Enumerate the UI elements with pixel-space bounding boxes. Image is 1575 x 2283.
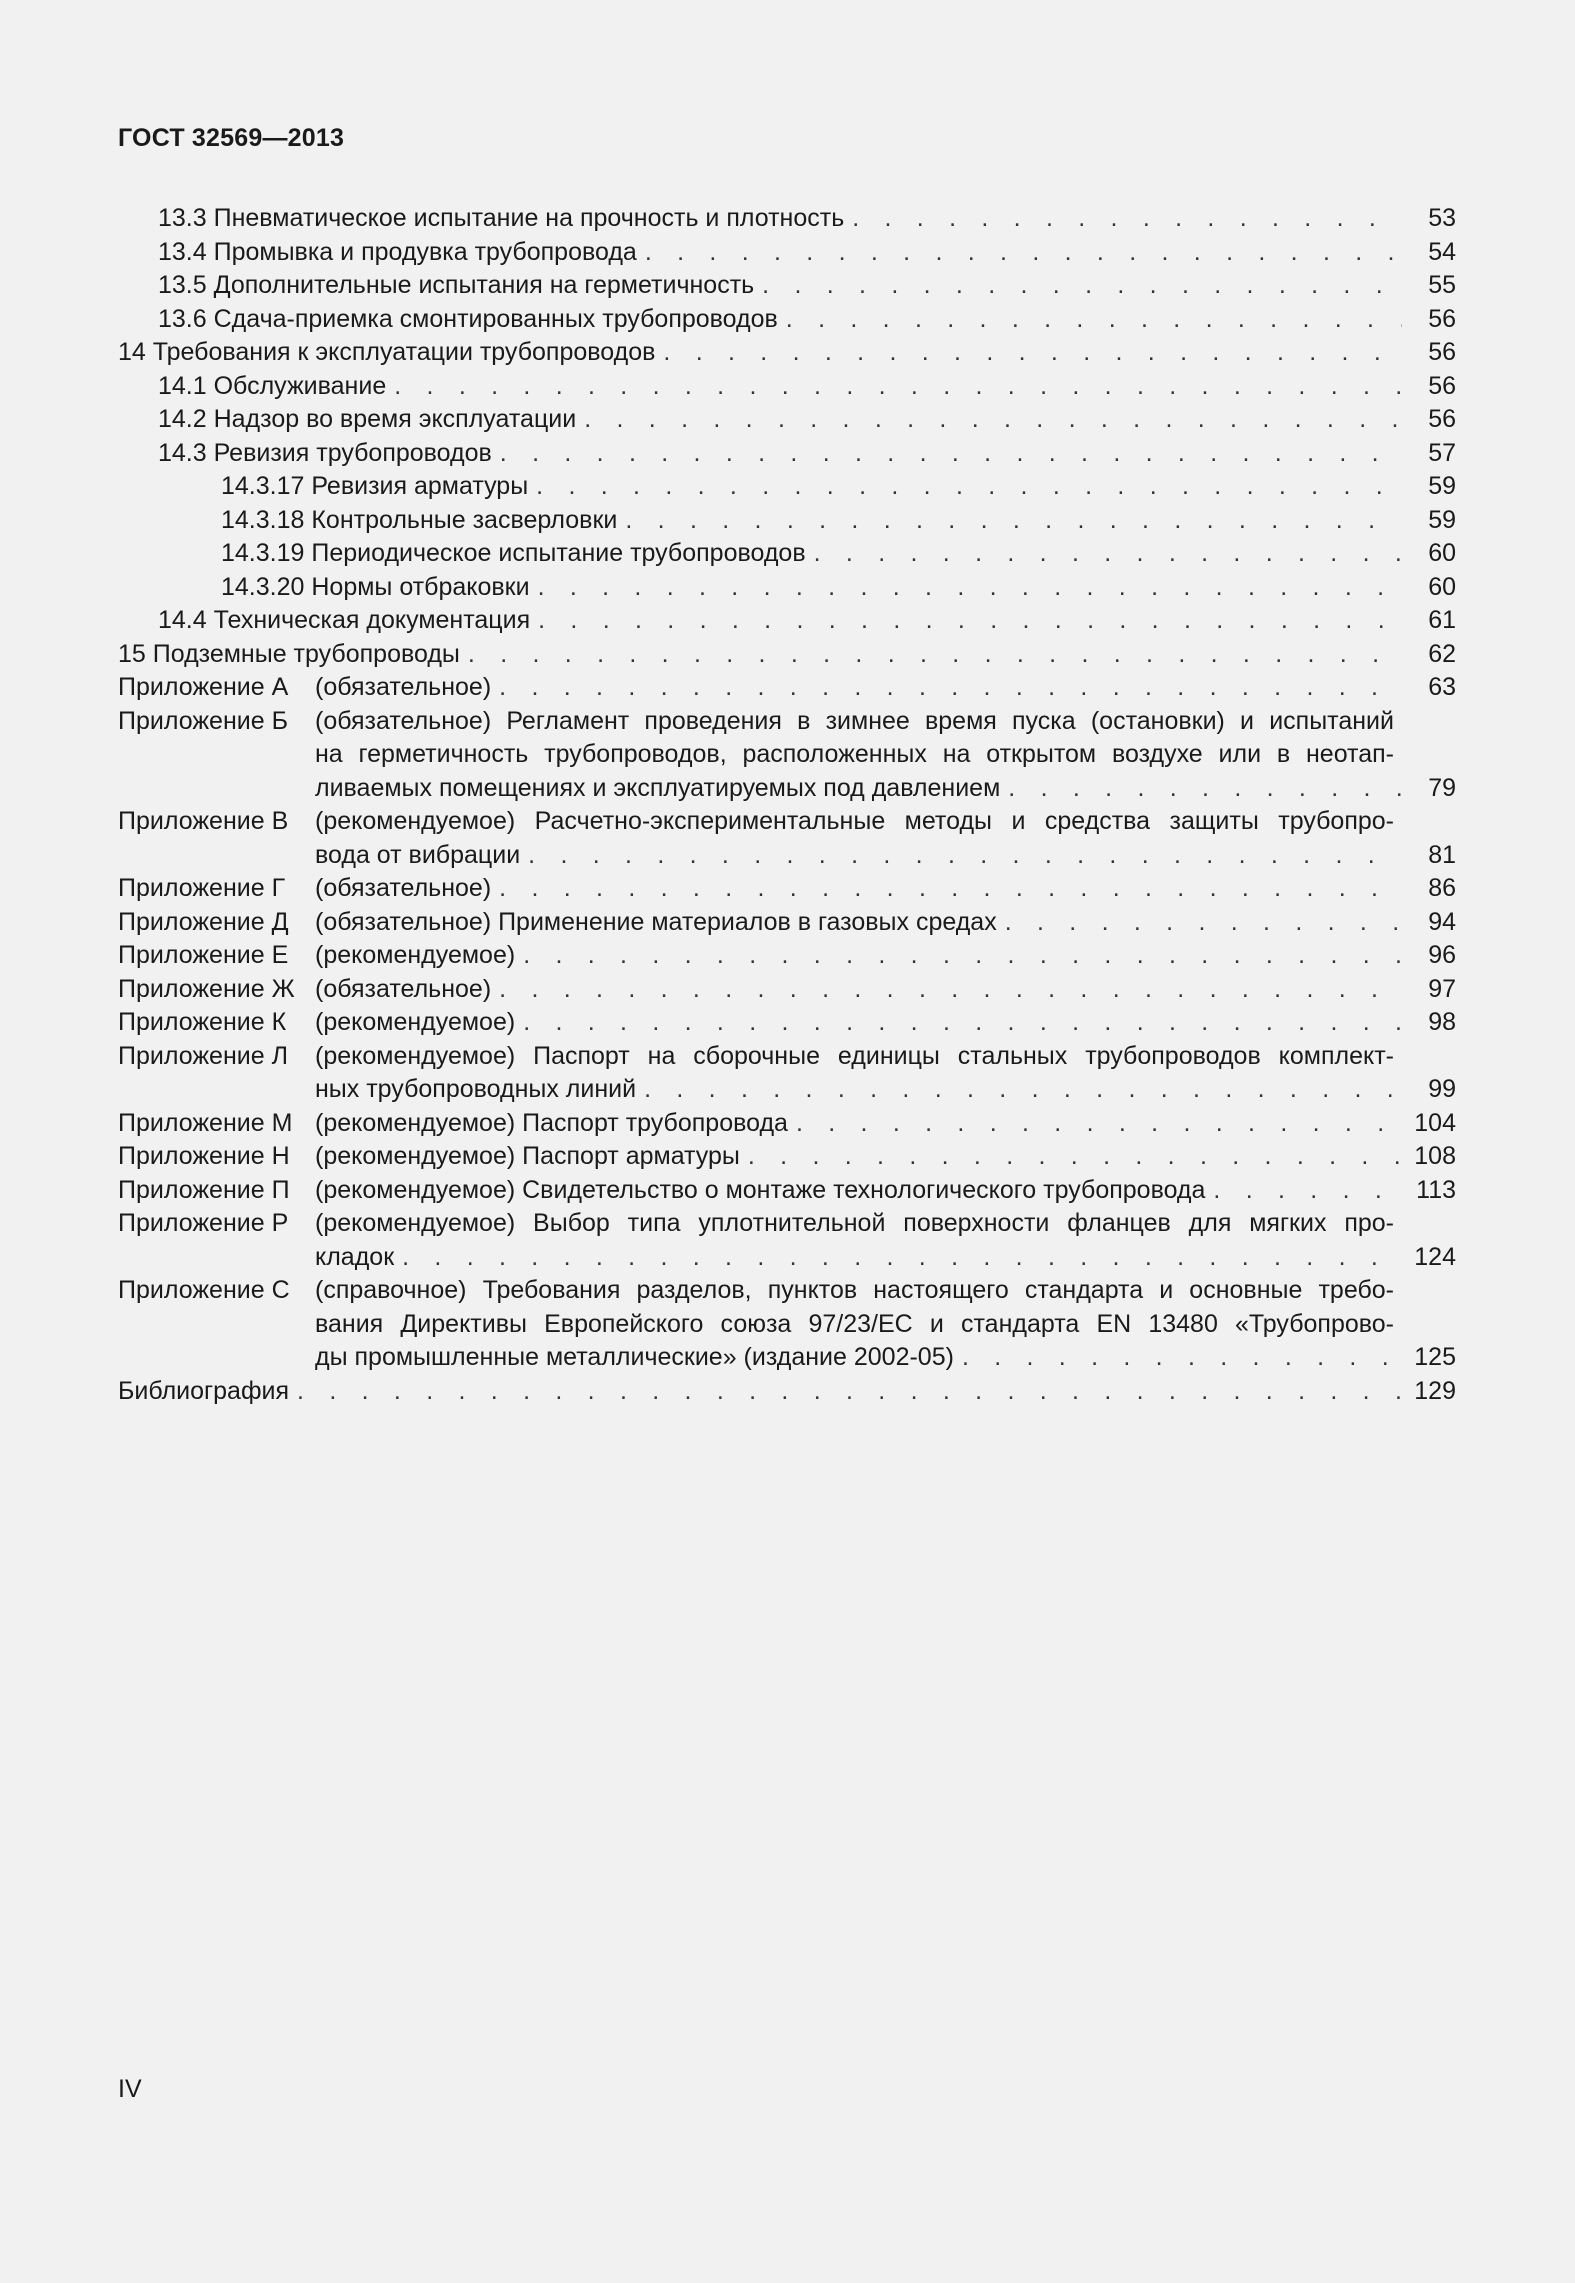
dot-leader bbox=[297, 1375, 1402, 1409]
toc-entry-page: 98 bbox=[1428, 1008, 1456, 1036]
dot-leader bbox=[538, 571, 1402, 605]
appendix-label: Приложение Л bbox=[118, 1041, 288, 1070]
toc-appendix-entry[interactable] bbox=[118, 1040, 1456, 1107]
toc-entry[interactable] bbox=[118, 571, 1456, 605]
toc-entry-title: вода от вибрации bbox=[315, 840, 521, 869]
toc-appendix-entry[interactable] bbox=[118, 973, 1456, 1007]
toc-entry-page: 62 bbox=[1428, 639, 1456, 668]
toc-entry-page: 56 bbox=[1428, 405, 1456, 433]
toc-entry-page: 60 bbox=[1428, 572, 1456, 601]
dot-leader bbox=[644, 1073, 1402, 1107]
toc-entry-page: 86 bbox=[1428, 874, 1456, 902]
toc-entry[interactable] bbox=[118, 437, 1456, 471]
dot-leader bbox=[762, 269, 1402, 303]
toc-entry-page: 81 bbox=[1428, 840, 1456, 869]
appendix-label: Приложение М bbox=[118, 1108, 293, 1137]
toc-appendix-entry[interactable] bbox=[118, 1174, 1456, 1208]
appendix-title-line: (рекомендуемое) Паспорт на сборочные единицы стальных трубопроводов комплект- bbox=[315, 1041, 1394, 1070]
appendix-label: Приложение Б bbox=[118, 706, 288, 735]
dot-leader bbox=[814, 537, 1402, 571]
toc-entry-page: 99 bbox=[1428, 1075, 1456, 1103]
toc-entry-page: 56 bbox=[1428, 338, 1456, 366]
dot-leader bbox=[394, 370, 1402, 404]
toc-entry-page: 104 bbox=[1414, 1108, 1456, 1137]
toc-entry-page: 129 bbox=[1414, 1376, 1456, 1405]
toc-entry-page: 108 bbox=[1414, 1142, 1456, 1170]
toc-entry-page: 54 bbox=[1428, 237, 1456, 266]
toc-entry-title: (обязательное) Применение материалов в газовых средах bbox=[315, 907, 997, 936]
toc-entry-page: 79 bbox=[1428, 773, 1456, 802]
document-header: ГОСТ 32569—2013 bbox=[118, 124, 345, 152]
appendix-label: Приложение Р bbox=[118, 1209, 289, 1237]
toc-appendix-entry[interactable] bbox=[118, 805, 1456, 872]
table-of-contents bbox=[118, 202, 1456, 1408]
toc-entry-title: (обязательное) bbox=[315, 974, 492, 1003]
dot-leader bbox=[528, 839, 1402, 873]
toc-entry-title: (рекомендуемое) Паспорт трубопровода bbox=[315, 1108, 788, 1137]
toc-entry-title: Библиография bbox=[118, 1376, 290, 1405]
appendix-title-line: (рекомендуемое) Расчетно-экспериментальные методы и средства защиты трубопро- bbox=[315, 807, 1394, 835]
toc-entry-title: 14.3.18 Контрольные засверловки bbox=[221, 505, 618, 534]
toc-entry-title: кладок bbox=[315, 1242, 395, 1271]
dot-leader bbox=[499, 973, 1402, 1007]
appendix-label: Приложение В bbox=[118, 807, 289, 835]
toc-entry-title: 14.4 Техническая документация bbox=[158, 606, 531, 634]
dot-leader bbox=[468, 638, 1402, 672]
toc-entry[interactable] bbox=[118, 303, 1456, 337]
appendix-title-line: (справочное) Требования разделов, пунктов настоящего стандарта и основные требо- bbox=[315, 1276, 1394, 1304]
toc-entry-page: 57 bbox=[1428, 438, 1456, 467]
appendix-label: Приложение А bbox=[118, 673, 289, 701]
appendix-label: Приложение С bbox=[118, 1276, 290, 1304]
dot-leader bbox=[1005, 906, 1402, 940]
toc-entry-title: 14 Требования к эксплуатации трубопроводов bbox=[118, 338, 656, 366]
dot-leader bbox=[402, 1241, 1402, 1275]
toc-entry[interactable] bbox=[118, 370, 1456, 404]
toc-entry[interactable] bbox=[118, 537, 1456, 571]
toc-entry-title: 14.3.20 Нормы отбраковки bbox=[221, 572, 530, 601]
appendix-label: Приложение Г bbox=[118, 874, 286, 902]
toc-entry[interactable] bbox=[118, 504, 1456, 538]
toc-entry-title: (рекомендуемое) bbox=[315, 1008, 516, 1036]
dot-leader bbox=[852, 202, 1402, 236]
dot-leader bbox=[523, 1006, 1402, 1040]
toc-entry-page: 59 bbox=[1428, 505, 1456, 534]
toc-entry-title: (обязательное) bbox=[315, 874, 492, 902]
toc-entry-title: ливаемых помещениях и эксплуатируемых под давлением bbox=[315, 773, 1001, 802]
dot-leader bbox=[538, 604, 1402, 638]
toc-entry[interactable] bbox=[118, 638, 1456, 672]
dot-leader bbox=[523, 939, 1402, 973]
toc-entry-title: (рекомендуемое) Свидетельство о монтаже технологического трубопровода bbox=[315, 1175, 1206, 1204]
toc-appendix-entry[interactable] bbox=[118, 671, 1456, 705]
toc-entry-page: 97 bbox=[1428, 974, 1456, 1003]
appendix-label: Приложение Е bbox=[118, 941, 289, 969]
toc-entry-page: 124 bbox=[1414, 1242, 1456, 1271]
toc-entry-page: 113 bbox=[1416, 1175, 1456, 1204]
dot-leader bbox=[500, 437, 1402, 471]
toc-bibliography-entry[interactable] bbox=[118, 1375, 1456, 1409]
toc-entry-page: 56 bbox=[1428, 371, 1456, 400]
dot-leader bbox=[796, 1107, 1402, 1141]
dot-leader bbox=[499, 872, 1402, 906]
toc-entry-title: 15 Подземные трубопроводы bbox=[118, 639, 460, 668]
toc-entry-title: 14.3 Ревизия трубопроводов bbox=[158, 438, 492, 467]
dot-leader bbox=[962, 1341, 1402, 1375]
toc-entry-title: (рекомендуемое) Паспорт арматуры bbox=[315, 1142, 740, 1170]
toc-entry-title: 14.2 Надзор во время эксплуатации bbox=[158, 405, 577, 433]
appendix-label: Приложение Ж bbox=[118, 974, 295, 1003]
dot-leader bbox=[748, 1140, 1402, 1174]
toc-entry[interactable] bbox=[118, 403, 1456, 437]
toc-appendix-entry[interactable] bbox=[118, 1207, 1456, 1274]
toc-appendix-entry[interactable] bbox=[118, 1274, 1456, 1375]
appendix-title-line: на герметичность трубопроводов, расположенных на открытом воздухе или в неотап- bbox=[315, 740, 1394, 768]
appendix-title-line: (рекомендуемое) Выбор типа уплотнительной поверхности фланцев для мягких про- bbox=[315, 1209, 1394, 1237]
toc-entry-page: 60 bbox=[1428, 539, 1456, 567]
dot-leader bbox=[645, 236, 1402, 270]
toc-appendix-entry[interactable] bbox=[118, 1006, 1456, 1040]
page-number: IV bbox=[118, 2075, 142, 2103]
dot-leader bbox=[536, 470, 1402, 504]
toc-entry-title: ных трубопроводных линий bbox=[315, 1075, 637, 1103]
toc-entry-title: (обязательное) bbox=[315, 673, 492, 701]
toc-appendix-entry[interactable] bbox=[118, 872, 1456, 906]
toc-entry-title: 14.1 Обслуживание bbox=[158, 371, 387, 400]
toc-entry[interactable] bbox=[118, 336, 1456, 370]
toc-appendix-entry[interactable] bbox=[118, 906, 1456, 940]
toc-entry[interactable] bbox=[118, 470, 1456, 504]
toc-entry-title: 13.3 Пневматическое испытание на прочность и плотность bbox=[158, 204, 845, 232]
dot-leader bbox=[499, 671, 1402, 705]
dot-leader bbox=[1008, 772, 1402, 806]
appendix-label: Приложение П bbox=[118, 1175, 290, 1204]
dot-leader bbox=[663, 336, 1402, 370]
toc-entry-title: 13.5 Дополнительные испытания на герметичность bbox=[158, 271, 755, 299]
appendix-label: Приложение К bbox=[118, 1008, 287, 1036]
toc-entry-title: 13.6 Сдача-приемка смонтированных трубопроводов bbox=[158, 304, 778, 333]
dot-leader bbox=[786, 303, 1402, 337]
toc-appendix-entry[interactable] bbox=[118, 1107, 1456, 1141]
toc-entry-page: 55 bbox=[1428, 271, 1456, 299]
toc-entry-title: (рекомендуемое) bbox=[315, 941, 516, 969]
appendix-label: Приложение Н bbox=[118, 1142, 290, 1170]
toc-entry-title: ды промышленные металлические» (издание 2002-05) bbox=[315, 1343, 954, 1371]
toc-entry-page: 53 bbox=[1428, 204, 1456, 232]
toc-appendix-entry[interactable] bbox=[118, 1140, 1456, 1174]
toc-entry-page: 96 bbox=[1428, 941, 1456, 969]
toc-entry-page: 59 bbox=[1428, 472, 1456, 500]
appendix-label: Приложение Д bbox=[118, 907, 289, 936]
toc-entry-title: 14.3.17 Ревизия арматуры bbox=[221, 472, 529, 500]
dot-leader bbox=[625, 504, 1402, 538]
dot-leader bbox=[584, 403, 1402, 437]
toc-entry-page: 56 bbox=[1428, 304, 1456, 333]
toc-entry[interactable] bbox=[118, 202, 1456, 236]
toc-entry-page: 61 bbox=[1428, 606, 1456, 634]
toc-entry[interactable] bbox=[118, 269, 1456, 303]
toc-appendix-entry[interactable] bbox=[118, 705, 1456, 806]
toc-entry-page: 94 bbox=[1428, 907, 1456, 936]
appendix-title-line: вания Директивы Европейского союза 97/23/ЕС и стандарта EN 13480 «Трубопрово- bbox=[315, 1309, 1394, 1338]
toc-entry-title: 13.4 Промывка и продувка трубопровода bbox=[158, 237, 637, 266]
toc-entry-page: 125 bbox=[1414, 1343, 1456, 1371]
toc-entry-page: 63 bbox=[1428, 673, 1456, 701]
toc-entry-title: 14.3.19 Периодическое испытание трубопроводов bbox=[221, 539, 806, 567]
toc-appendix-entry[interactable] bbox=[118, 939, 1456, 973]
appendix-title-line: (обязательное) Регламент проведения в зимнее время пуска (остановки) и испытаний bbox=[315, 706, 1394, 735]
toc-entry[interactable] bbox=[118, 236, 1456, 270]
dot-leader bbox=[1213, 1174, 1402, 1208]
toc-entry[interactable] bbox=[118, 604, 1456, 638]
